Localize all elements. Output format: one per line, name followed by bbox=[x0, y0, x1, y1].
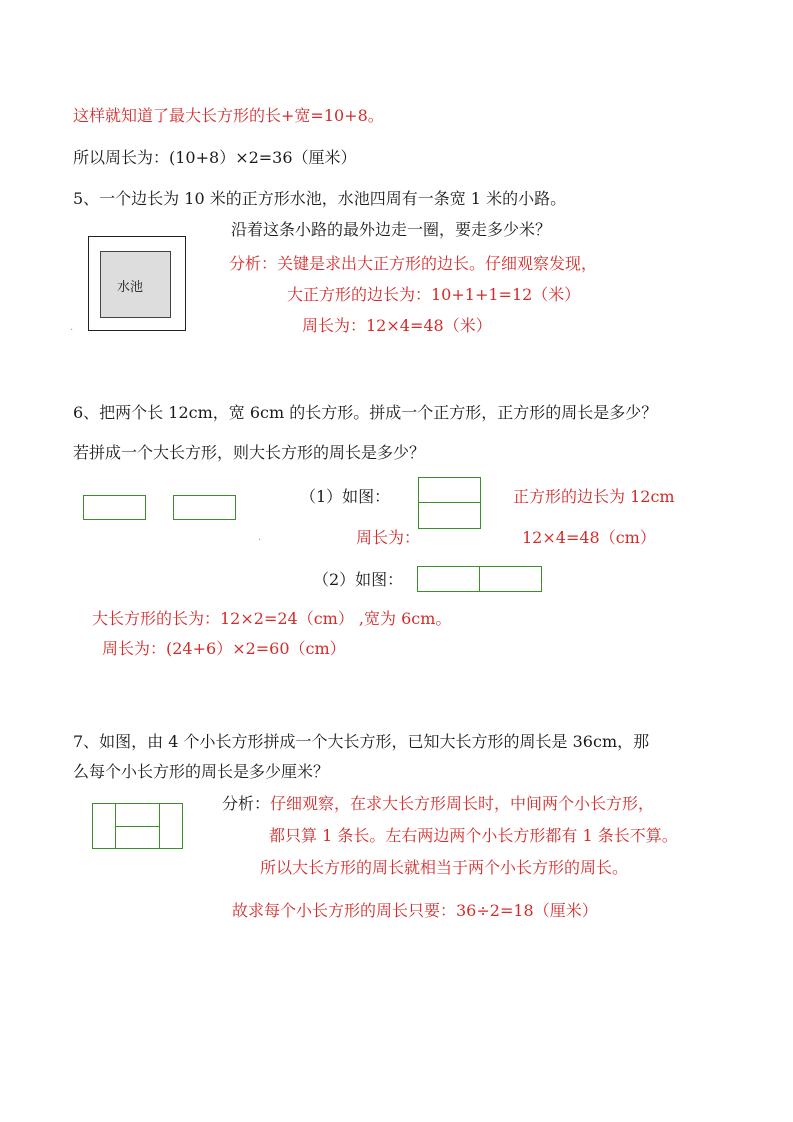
square-top-rect-figure bbox=[418, 477, 481, 503]
q7-right-rect-figure bbox=[159, 803, 183, 849]
rectangle-2-figure bbox=[173, 495, 236, 520]
q7-title-2: 么每个小长方形的周长是多少厘米？ bbox=[73, 762, 330, 781]
long-rect-right-figure bbox=[479, 566, 542, 592]
q5-title: 5、一个边长为 10 米的正方形水池，水池四周有一条宽 1 米的小路。 bbox=[73, 189, 567, 208]
stray-dot: . bbox=[70, 322, 74, 333]
q7-middle-bottom-rect-figure bbox=[115, 826, 160, 849]
q7-analysis: 仔细观察，在求大长方形周长时，中间两个小长方形， bbox=[270, 794, 655, 813]
q7-analysis-line-3: 所以大长方形的周长就相当于两个小长方形的周长。 bbox=[260, 858, 629, 877]
q6-part1-side: 正方形的边长为 12cm bbox=[513, 487, 675, 506]
rectangle-1-figure bbox=[83, 495, 146, 520]
q7-analysis-line-2: 都只算 1 条长。左右两边两个小长方形都有 1 条长不算。 bbox=[269, 826, 678, 845]
q5-side: 大正方形的边长为：10+1+1=12（米） bbox=[287, 285, 581, 304]
q6-part1-label: （1）如图： bbox=[300, 487, 391, 506]
pool-label: 水池 bbox=[117, 280, 144, 295]
q6-title-2: 若拼成一个大长方形，则大长方形的周长是多少？ bbox=[73, 443, 426, 462]
solution-line-1: 这样就知道了最大长方形的长+宽=10+8。 bbox=[73, 106, 384, 125]
q7-title: 7、如图，由 4 个小长方形拼成一个大长方形，已知大长方形的周长是 36cm，那 bbox=[73, 732, 650, 751]
q6-part1-perimeter-value: 12×4=48（cm） bbox=[522, 528, 656, 547]
q5-analysis: 分析：关键是求出大正方形的边长。仔细观察发现， bbox=[229, 254, 598, 273]
square-bottom-rect-figure bbox=[418, 502, 481, 529]
q5-question: 沿着这条小路的最外边走一圈，要走多少米？ bbox=[231, 220, 552, 239]
q7-left-rect-figure bbox=[92, 803, 116, 849]
q5-perimeter: 周长为：12×4=48（米） bbox=[302, 316, 492, 335]
q6-part1-perimeter-label: 周长为： bbox=[356, 528, 421, 547]
q7-middle-top-rect-figure bbox=[115, 803, 160, 827]
q6-perimeter: 周长为：(24+6）×2=60（cm） bbox=[102, 639, 346, 658]
long-rect-left-figure bbox=[417, 566, 480, 592]
q6-part2-label: （2）如图： bbox=[313, 570, 404, 589]
q7-answer: 故求每个小长方形的周长只要：36÷2=18（厘米） bbox=[232, 901, 598, 920]
q7-analysis-line-1 bbox=[222, 794, 654, 814]
q6-title: 6、把两个长 12cm，宽 6cm 的长方形。拼成一个正方形，正方形的周长是多少？ bbox=[73, 403, 658, 422]
solution-line-2: 所以周长为：(10+8）×2=36（厘米） bbox=[73, 148, 357, 167]
q7-analysis-prefix: 分析： bbox=[222, 794, 271, 813]
stray-dot-2: . bbox=[258, 532, 262, 543]
q6-length: 大长方形的长为：12×2=24（cm） ,宽为 6cm。 bbox=[92, 609, 452, 628]
